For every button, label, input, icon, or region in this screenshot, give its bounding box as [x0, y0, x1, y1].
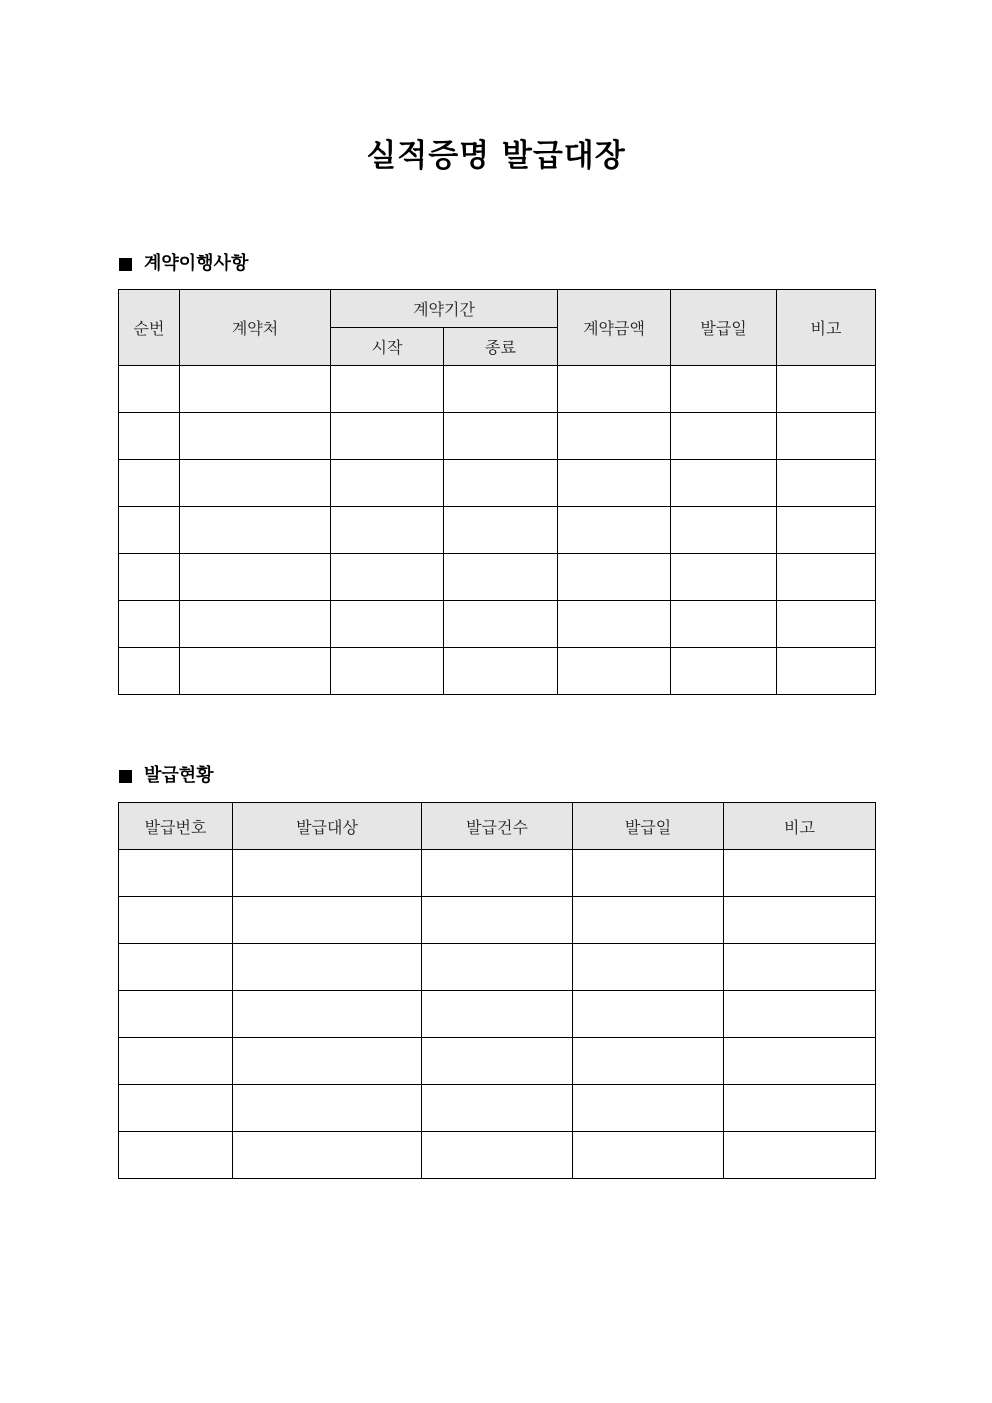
section-heading-issuance [119, 764, 214, 788]
table-cell[interactable] [180, 648, 331, 695]
table-cell[interactable] [777, 648, 876, 695]
table-cell[interactable] [119, 944, 233, 991]
table-cell[interactable] [724, 944, 876, 991]
table-cell[interactable] [558, 507, 671, 554]
table-cell[interactable] [671, 366, 777, 413]
table-cell[interactable] [671, 601, 777, 648]
table-cell[interactable] [331, 460, 444, 507]
header-issue-number: 발급번호 [119, 803, 233, 850]
section-heading-contract [119, 252, 248, 276]
table-cell[interactable] [422, 850, 573, 897]
table-cell[interactable] [119, 601, 180, 648]
table-cell[interactable] [724, 1085, 876, 1132]
table-cell[interactable] [777, 507, 876, 554]
table-row [119, 897, 876, 944]
issuance-table [118, 802, 876, 1179]
table-cell[interactable] [558, 460, 671, 507]
table-cell[interactable] [233, 1038, 422, 1085]
table-row [119, 1085, 876, 1132]
table-cell[interactable] [573, 944, 724, 991]
table-cell[interactable] [724, 1038, 876, 1085]
table-cell[interactable] [119, 507, 180, 554]
table-cell[interactable] [119, 554, 180, 601]
table-row [119, 413, 876, 460]
table-cell[interactable] [558, 366, 671, 413]
table-row [119, 1038, 876, 1085]
table-cell[interactable] [180, 601, 331, 648]
table-cell[interactable] [119, 413, 180, 460]
table-cell[interactable] [422, 1038, 573, 1085]
table-cell[interactable] [233, 897, 422, 944]
header-start: 시작 [331, 328, 444, 366]
table-cell[interactable] [119, 897, 233, 944]
table-cell[interactable] [724, 1132, 876, 1179]
section-heading-label: 발급현황 [144, 765, 214, 786]
table-cell[interactable] [180, 460, 331, 507]
table-cell[interactable] [233, 1085, 422, 1132]
header-remarks: 비고 [777, 290, 876, 366]
table-cell[interactable] [180, 413, 331, 460]
table-cell[interactable] [444, 413, 558, 460]
table-row [119, 944, 876, 991]
table-cell[interactable] [444, 366, 558, 413]
table-cell[interactable] [331, 413, 444, 460]
table-cell[interactable] [119, 1038, 233, 1085]
table-cell[interactable] [331, 554, 444, 601]
table-cell[interactable] [119, 648, 180, 695]
table-cell[interactable] [558, 413, 671, 460]
table-cell[interactable] [331, 507, 444, 554]
header-issue-date: 발급일 [573, 803, 724, 850]
table-cell[interactable] [573, 991, 724, 1038]
table-cell[interactable] [119, 850, 233, 897]
table-cell[interactable] [558, 648, 671, 695]
table-cell[interactable] [180, 366, 331, 413]
table-cell[interactable] [777, 554, 876, 601]
table-cell[interactable] [777, 413, 876, 460]
table-cell[interactable] [422, 897, 573, 944]
table-cell[interactable] [724, 897, 876, 944]
table-row [119, 460, 876, 507]
table-cell[interactable] [671, 413, 777, 460]
table-row [119, 507, 876, 554]
table-cell[interactable] [444, 507, 558, 554]
table-cell[interactable] [422, 1085, 573, 1132]
section-heading-label: 계약이행사항 [144, 253, 249, 274]
table-cell[interactable] [233, 991, 422, 1038]
table-cell[interactable] [573, 897, 724, 944]
table-cell[interactable] [671, 507, 777, 554]
table-cell[interactable] [671, 648, 777, 695]
table-cell[interactable] [777, 460, 876, 507]
table-cell[interactable] [724, 991, 876, 1038]
table-row [119, 1132, 876, 1179]
table-cell[interactable] [233, 944, 422, 991]
table-cell[interactable] [180, 554, 331, 601]
document-title: 실적증명 발급대장 [366, 138, 626, 174]
table-row [119, 366, 876, 413]
table-cell[interactable] [422, 991, 573, 1038]
table-cell[interactable] [573, 850, 724, 897]
table-cell[interactable] [671, 460, 777, 507]
header-no: 순번 [119, 290, 180, 366]
table-cell[interactable] [558, 601, 671, 648]
table-cell[interactable] [233, 1132, 422, 1179]
table-cell[interactable] [331, 601, 444, 648]
header-party: 계약처 [180, 290, 331, 366]
table-cell[interactable] [331, 648, 444, 695]
header-amount: 계약금액 [558, 290, 671, 366]
table-cell[interactable] [422, 1132, 573, 1179]
table-cell[interactable] [444, 460, 558, 507]
contract-table [118, 289, 876, 695]
table-cell[interactable] [558, 554, 671, 601]
table-cell[interactable] [671, 554, 777, 601]
table-cell[interactable] [444, 554, 558, 601]
header-issue-target: 발급대상 [233, 803, 422, 850]
table-cell[interactable] [573, 1038, 724, 1085]
header-remarks: 비고 [724, 803, 876, 850]
table-cell[interactable] [180, 507, 331, 554]
table-cell[interactable] [119, 1085, 233, 1132]
header-issue-count: 발급건수 [422, 803, 573, 850]
table-row [119, 601, 876, 648]
table-cell[interactable] [422, 944, 573, 991]
table-cell[interactable] [777, 366, 876, 413]
table-cell[interactable] [331, 366, 444, 413]
table-cell[interactable] [119, 366, 180, 413]
table-cell[interactable] [573, 1085, 724, 1132]
table-cell[interactable] [119, 1132, 233, 1179]
table-cell[interactable] [573, 1132, 724, 1179]
table-row [119, 554, 876, 601]
table-cell[interactable] [444, 601, 558, 648]
table-cell[interactable] [724, 850, 876, 897]
table-row [119, 991, 876, 1038]
header-end: 종료 [444, 328, 558, 366]
table-cell[interactable] [119, 460, 180, 507]
table-cell[interactable] [119, 991, 233, 1038]
square-bullet-icon [119, 258, 132, 271]
table-cell[interactable] [777, 601, 876, 648]
table-row [119, 648, 876, 695]
table-row [119, 850, 876, 897]
header-issue-date: 발급일 [671, 290, 777, 366]
header-period: 계약기간 [331, 290, 558, 328]
square-bullet-icon [119, 770, 132, 783]
table-cell[interactable] [444, 648, 558, 695]
table-cell[interactable] [233, 850, 422, 897]
